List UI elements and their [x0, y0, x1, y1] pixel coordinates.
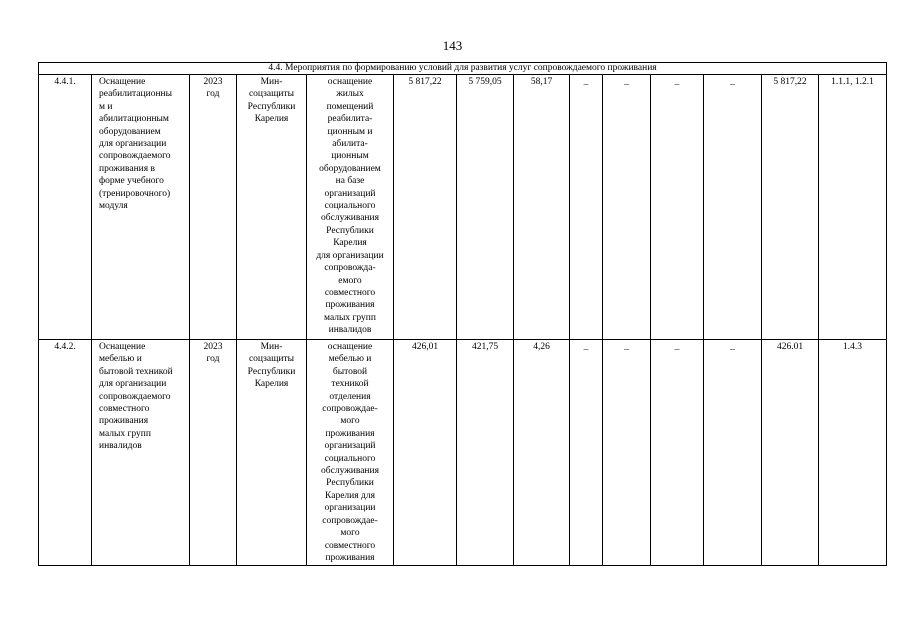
empty-value-dash: _: [570, 75, 603, 340]
expected-result: оснащение мебелью и бытовой техникой отделения сопровождае- мого проживания организаций социального обслуживания Республики Карелия для организации сопровождае- мого совместного проживания: [307, 340, 394, 566]
funding-regional: 58,17: [514, 75, 570, 340]
section-heading: 4.4. Мероприятия по формированию условий для развития услуг сопровождаемого проживания: [39, 63, 887, 75]
empty-value-dash: _: [651, 340, 704, 566]
table-row: [39, 340, 887, 566]
activity-name: Оснащение реабилитационны м и абилитационным оборудованием для организации сопровождаемого проживания в форме учебного (тренировочного) модуля: [92, 75, 190, 340]
empty-value-dash: _: [651, 75, 704, 340]
activity-name: Оснащение мебелью и бытовой техникой для организации сопровождаемого совместного проживания малых групп инвалидов: [92, 340, 190, 566]
funding-total: 426,01: [394, 340, 457, 566]
row-number: 4.4.1.: [39, 75, 92, 340]
empty-value-dash: _: [704, 75, 762, 340]
indicator-reference: 1.4.3: [819, 340, 887, 566]
page-number: 143: [442, 38, 463, 53]
table-row: [39, 75, 887, 340]
responsible-executor: Мин- соцзащиты Республики Карелия: [237, 75, 307, 340]
empty-value-dash: _: [704, 340, 762, 566]
empty-value-dash: _: [603, 340, 651, 566]
section-row: [39, 63, 887, 75]
expected-result: оснащение жилых помещений реабилита- ционным и абилита- ционным оборудованием на базе организаций социального обслуживания Республики Карелия для организации сопровожда- емого совместного проживания малых групп инвалидов: [307, 75, 394, 340]
empty-value-dash: _: [570, 340, 603, 566]
measures-table: [38, 62, 887, 566]
funding-regional: 4,26: [514, 340, 570, 566]
empty-value-dash: _: [603, 75, 651, 340]
indicator-reference: 1.1.1, 1.2.1: [819, 75, 887, 340]
funding-total-repeat: 426.01: [762, 340, 819, 566]
funding-federal: 421,75: [457, 340, 514, 566]
funding-federal: 5 759,05: [457, 75, 514, 340]
row-number: 4.4.2.: [39, 340, 92, 566]
implementation-year: 2023 год: [190, 75, 237, 340]
implementation-year: 2023 год: [190, 340, 237, 566]
funding-total-repeat: 5 817,22: [762, 75, 819, 340]
responsible-executor: Мин- соцзащиты Республики Карелия: [237, 340, 307, 566]
funding-total: 5 817,22: [394, 75, 457, 340]
